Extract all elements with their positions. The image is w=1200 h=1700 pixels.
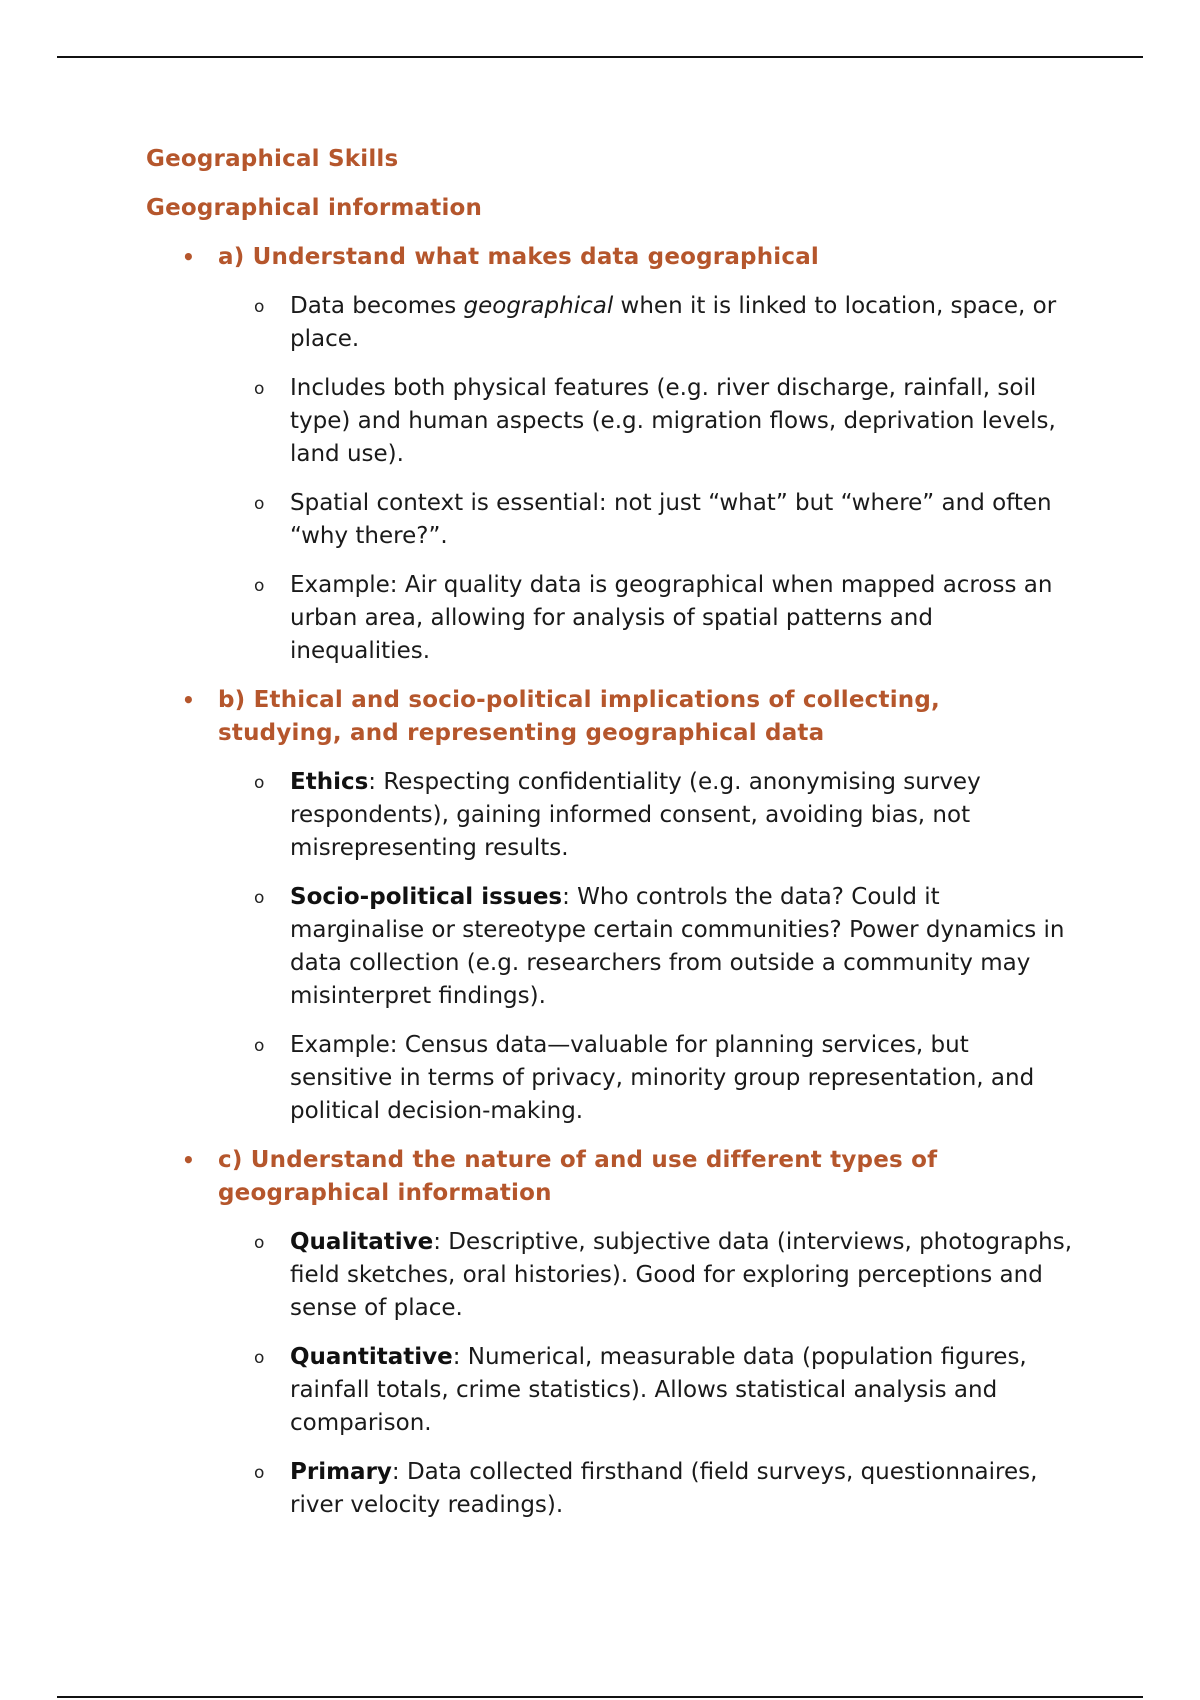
sub-bullet-icon: o (254, 1233, 265, 1253)
bullet-icon: • (182, 1148, 195, 1172)
section-heading (146, 684, 998, 750)
item-text: Example: Census data—valuable for planning services, but sensitive in terms of privacy, minority group representation, and political decision-making. (290, 1032, 1035, 1124)
item-bold-label: Qualitative (290, 1229, 434, 1255)
bullet-icon: • (182, 688, 195, 712)
item-text: : Data collected firsthand (field surveys, questionnaires, river velocity readings). (290, 1459, 1038, 1518)
list-item (146, 1456, 1076, 1522)
list-item (146, 766, 1076, 865)
list-item (146, 881, 1076, 1013)
section-heading (146, 241, 998, 274)
item-text: : Descriptive, subjective data (interviews, photographs, field sketches, oral histories). Good for exploring perceptions and sense of place. (290, 1229, 1073, 1321)
section-a (146, 241, 1066, 668)
item-text: Spatial context is essential: not just “what” but “where” and often “why there?”. (290, 490, 1052, 549)
section-c (146, 1144, 1073, 1522)
list-item (146, 372, 1076, 471)
sub-bullet-icon: o (254, 1036, 265, 1056)
section-heading-text: b) Ethical and socio-political implications of collecting, studying, and representing geographical data (218, 687, 940, 746)
sub-bullet-icon: o (254, 1348, 265, 1368)
list-item (146, 1226, 1076, 1325)
item-bold-label: Primary (290, 1459, 392, 1485)
item-text: : Who controls the data? Could it marginalise or stereotype certain communities? Power dynamics in data collection (e.g. researchers from outside a community may misinterpret findings). (290, 884, 1065, 1009)
item-italic-text: geographical (463, 293, 614, 319)
list-item (146, 487, 1076, 553)
item-bold-label: Quantitative (290, 1344, 453, 1370)
list-item (146, 569, 1076, 668)
section-heading-text: c) Understand the nature of and use different types of geographical information (218, 1147, 938, 1206)
header-rule (57, 56, 1143, 58)
item-text: : Numerical, measurable data (population figures, rainfall totals, crime statistics). Allows statistical analysis and comparison. (290, 1344, 1027, 1436)
item-text: when it is linked to location, space, or place. (290, 293, 1057, 352)
list-item (146, 1341, 1076, 1440)
item-bold-label: Socio-political issues (290, 884, 563, 910)
item-text: Data becomes (290, 293, 464, 319)
sub-bullet-icon: o (254, 773, 265, 793)
sub-bullet-icon: o (254, 576, 265, 596)
sub-bullet-icon: o (254, 888, 265, 908)
section-heading-text: a) Understand what makes data geographical (218, 244, 820, 270)
page-title: Geographical Skills (146, 146, 399, 172)
footer-rule (57, 1696, 1143, 1698)
list-item (146, 290, 1076, 356)
page-subtitle: Geographical information (146, 195, 483, 221)
bullet-icon: • (182, 245, 195, 269)
list-item (146, 1029, 1076, 1128)
document-body (146, 143, 1073, 1538)
item-bold-label: Ethics (290, 769, 369, 795)
item-text: Includes both physical features (e.g. river discharge, rainfall, soil type) and human aspects (e.g. migration flows, deprivation levels, land use). (290, 375, 1056, 467)
section-heading (146, 1144, 998, 1210)
item-text: : Respecting confidentiality (e.g. anonymising survey respondents), gaining informed consent, avoiding bias, not misrepresenting results. (290, 769, 981, 861)
sub-bullet-icon: o (254, 1463, 265, 1483)
section-b (146, 684, 1066, 1128)
item-text: Example: Air quality data is geographical when mapped across an urban area, allowing for analysis of spatial patterns and inequalities. (290, 572, 1053, 664)
sub-bullet-icon: o (254, 379, 265, 399)
sub-bullet-icon: o (254, 297, 265, 317)
sub-bullet-icon: o (254, 494, 265, 514)
